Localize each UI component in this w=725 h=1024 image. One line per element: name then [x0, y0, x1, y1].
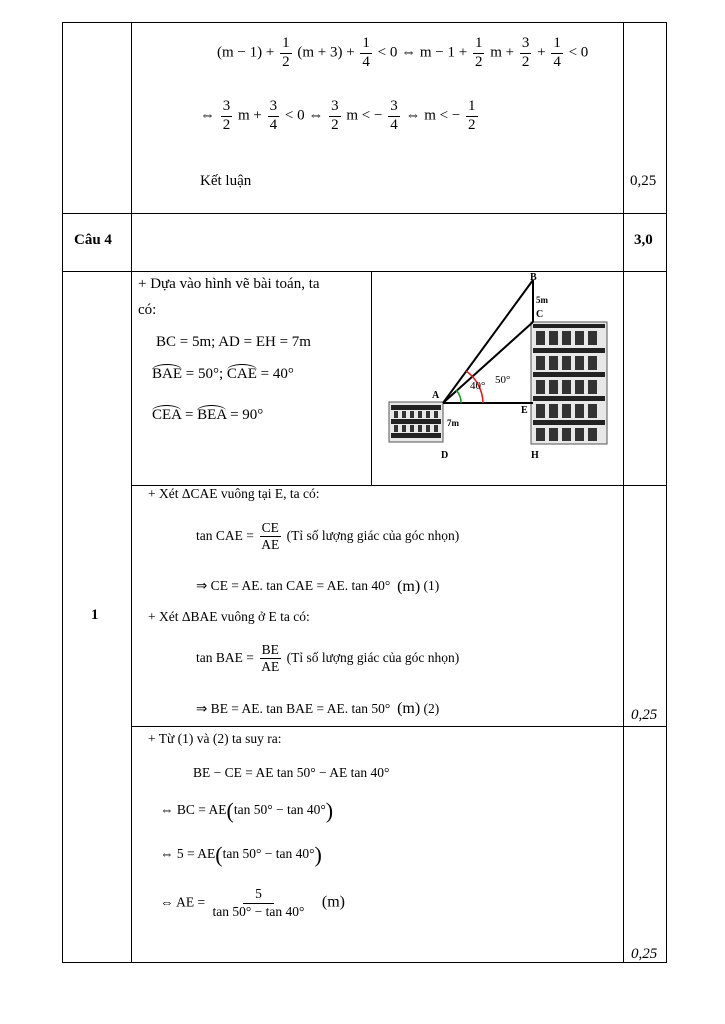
eq-text: (m − 1) + — [217, 44, 275, 61]
eq-five: ⇔ 5 = AE(tan 50° − tan 40°) — [160, 842, 322, 867]
column-divider-2 — [623, 22, 624, 963]
label-b: B — [530, 272, 537, 283]
eq-text: ⇔ m < − — [405, 107, 461, 124]
geometry-figure — [385, 272, 621, 462]
label-40: 40° — [470, 380, 486, 392]
score-row1: 0,25 — [630, 173, 657, 189]
fraction: $\frac{1}{2}$ — [282, 35, 290, 70]
row-divider — [62, 213, 667, 214]
eq-be: ⇒ BE = AE. tan BAE = AE. tan 50° (m) (2) — [196, 700, 440, 717]
eq-ce: ⇒ CE = AE. tan CAE = AE. tan 40° (m) (1) — [196, 578, 440, 595]
fraction: $\frac{1}{4}$ — [362, 35, 370, 70]
fraction: $\frac{3}{2}$ — [521, 35, 530, 70]
label-e: E — [521, 405, 528, 416]
eq-ae: ⇔ AE = $\frac{5}{\tan 50^\circ - \tan 40^\circ}$ (m) — [160, 886, 346, 920]
eq-bc: ⇔ BC = AE(tan 50° − tan 40°) — [160, 798, 334, 823]
section-bae-title: + Xét ΔBAE vuông ở E ta có: — [148, 609, 310, 624]
section-cae-title: + Xét ΔCAE vuông tại E, ta có: — [148, 486, 320, 501]
label-c: C — [536, 309, 544, 320]
eq-text: m + — [238, 107, 262, 124]
eq-be-minus-ce: BE − CE = AE tan 50° − AE tan 40° — [193, 765, 390, 780]
label-50: 50° — [495, 374, 511, 386]
table-border-top — [62, 22, 667, 23]
eq-text: + — [537, 44, 546, 61]
fraction: $\frac{3}{2}$ — [331, 98, 339, 133]
label-d: D — [441, 450, 449, 461]
table-border-left — [62, 22, 63, 963]
given-lengths: BC = 5m; AD = EH = 7m — [156, 334, 311, 350]
fraction: $\frac{3}{4}$ — [390, 98, 398, 133]
label-a: A — [432, 390, 440, 401]
eq-tan-cae: tan CAE = $\frac{CE}{AE}$ (Tỉ số lượng giác của góc nhọn) — [196, 520, 460, 553]
eq-text: < 0 — [568, 44, 589, 61]
question-score: 3,0 — [634, 232, 653, 248]
fraction: $\frac{3}{2}$ — [222, 98, 231, 133]
part-label: 1 — [91, 607, 99, 623]
table-border-bottom — [62, 962, 667, 963]
eq-text: ⇔ — [200, 107, 215, 124]
left-building — [389, 402, 443, 442]
given-angles: BAE = 50°; CAE = 40° — [152, 366, 294, 382]
fraction: $\frac{1}{2}$ — [474, 35, 483, 70]
label-5m: 5m — [536, 295, 548, 305]
label-7m: 7m — [447, 418, 459, 428]
eq-tan-bae: tan BAE = $\frac{BE}{AE}$ (Tỉ số lượng giác của góc nhọn) — [196, 642, 460, 675]
intro-line-2: có: — [138, 302, 157, 318]
score-part1: 0,25 — [631, 707, 658, 723]
label-h: H — [531, 450, 539, 461]
row-divider — [131, 726, 667, 727]
table-border-right — [666, 22, 667, 963]
question-label: Câu 4 — [74, 232, 112, 248]
equation-line-1 — [217, 36, 588, 71]
eq-text: < 0 ⇔ — [284, 107, 324, 124]
fraction: $\frac{1}{4}$ — [553, 35, 561, 70]
equation-line-2 — [200, 99, 480, 134]
column-divider-1 — [131, 22, 132, 963]
eq-text: m + — [490, 44, 515, 61]
eq-text: m < − — [346, 107, 383, 124]
intro-line-1: + Dựa vào hình vẽ bài toán, ta — [138, 276, 320, 292]
fraction: $\frac{3}{4}$ — [269, 98, 278, 133]
given-right-angles: CEA = BEA = 90° — [152, 407, 264, 423]
fraction: $\frac{1}{2}$ — [468, 98, 476, 133]
eq-text: < 0 ⇔ m − 1 + — [377, 44, 468, 61]
conclusion-text: Kết luận — [200, 173, 252, 189]
part2-title: + Từ (1) và (2) ta suy ra: — [148, 731, 282, 746]
right-building — [531, 322, 607, 444]
score-part2: 0,25 — [631, 946, 658, 962]
eq-text: (m + 3) + — [297, 44, 355, 61]
